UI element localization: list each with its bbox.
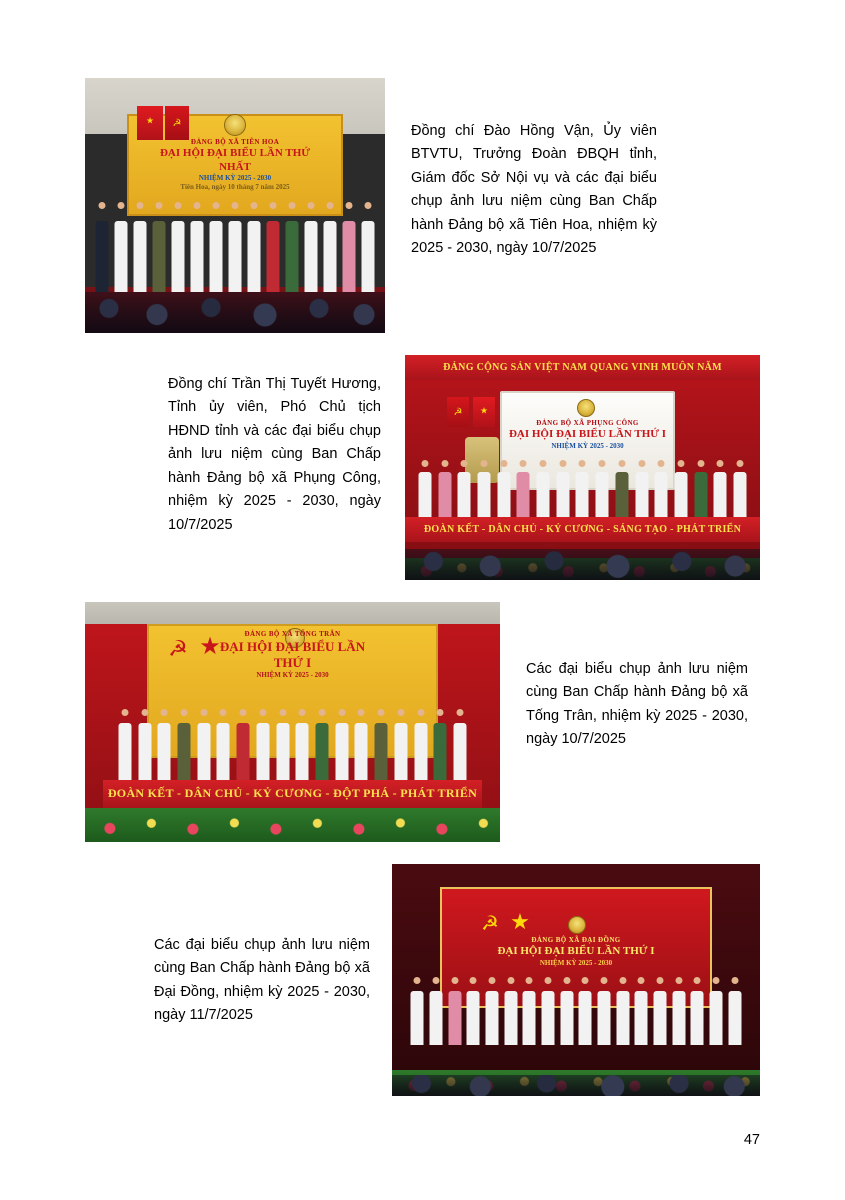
delegate: [445, 975, 464, 1045]
backdrop-line-3: NHIỆM KỲ 2025 - 2030: [256, 671, 329, 680]
audience: [392, 1075, 760, 1096]
delegate: [711, 459, 731, 522]
delegate: [135, 708, 155, 780]
delegate: [391, 708, 411, 780]
delegate: [494, 459, 514, 522]
party-emblem-icon: [224, 114, 246, 136]
delegate: [301, 200, 320, 292]
delegate: [263, 200, 282, 292]
hammer-sickle-icon: ☭: [481, 912, 499, 935]
delegate: [408, 975, 427, 1045]
backdrop-line-3: NHIỆM KỲ 2025 - 2030: [551, 441, 624, 450]
delegates-row: [85, 708, 500, 780]
delegate: [557, 975, 576, 1045]
backdrop-line-3: NHIỆM KỲ 2025 - 2030: [198, 174, 272, 183]
delegates-row: [392, 975, 760, 1045]
delegate: [320, 200, 339, 292]
bottom-banner: ĐOÀN KẾT - DÂN CHỦ - KỶ CƯƠNG - SÁNG TẠO - PHÁT TRIỂN: [405, 517, 760, 542]
delegate: [115, 708, 135, 780]
delegate: [292, 708, 312, 780]
backdrop-title: [205, 630, 380, 680]
delegate: [501, 975, 520, 1045]
delegate: [730, 459, 750, 522]
delegate: [533, 459, 553, 522]
caption-phung-cong: Đồng chí Trần Thị Tuyết Hương, Tỉnh ủy viên, Phó Chủ tịch HĐND tỉnh và các đại biểu chụp ảnh lưu niệm cùng Ban Chấp hành Đảng bộ xã Phụng Công, nhiệm kỳ 2025 - 2030, ngày 10/7/2025: [168, 376, 381, 533]
delegate: [514, 459, 534, 522]
delegate: [474, 459, 494, 522]
delegate: [707, 975, 726, 1045]
delegate: [371, 708, 391, 780]
backdrop-title: [472, 936, 680, 967]
party-flag-icon: ☭: [447, 397, 469, 427]
backdrop-line-3: NHIỆM KỲ 2025 - 2030: [539, 958, 613, 967]
vietnam-flag-icon: [473, 397, 495, 427]
delegate: [332, 708, 352, 780]
party-emblem-icon: [568, 916, 586, 934]
delegate: [131, 200, 150, 292]
photo-phung-cong: [405, 355, 760, 580]
delegate: [150, 200, 169, 292]
delegate: [169, 200, 188, 292]
delegate: [312, 708, 332, 780]
delegate: [613, 975, 632, 1045]
backdrop-line-1: ĐẢNG BỘ XÃ PHỤNG CÔNG: [536, 419, 639, 427]
flower-decor: [85, 808, 500, 842]
delegate: [339, 200, 358, 292]
delegate: [612, 459, 632, 522]
ceiling: [85, 602, 500, 624]
delegate: [226, 200, 245, 292]
delegates-row: [85, 200, 385, 292]
delegate: [174, 708, 194, 780]
delegate: [352, 708, 372, 780]
delegate: [651, 975, 670, 1045]
backdrop-line-2: ĐẠI HỘI ĐẠI BIỂU LẦN THỨ I: [508, 427, 667, 440]
delegate: [520, 975, 539, 1045]
delegate: [671, 459, 691, 522]
delegate: [154, 708, 174, 780]
caption-dai-dong: Các đại biểu chụp ảnh lưu niệm cùng Ban Chấp hành Đảng bộ xã Đại Đồng, nhiệm kỳ 2025 - 2030, ngày 11/7/2025: [154, 937, 370, 1024]
delegate: [411, 708, 431, 780]
delegate: [112, 200, 131, 292]
figure-tong-tran: [85, 602, 760, 842]
delegate: [483, 975, 502, 1045]
delegate: [553, 459, 573, 522]
delegate: [194, 708, 214, 780]
vietnam-flag-icon: [197, 632, 223, 666]
backdrop-title: [505, 419, 670, 450]
backdrop-line-1: ĐẢNG BỘ XÃ ĐẠI ĐỒNG: [531, 936, 621, 944]
delegate: [592, 459, 612, 522]
backdrop-line-2: ĐẠI HỘI ĐẠI BIỂU LẦN THỨ I: [219, 638, 366, 670]
delegate: [93, 200, 112, 292]
party-emblem-icon: [577, 399, 595, 417]
backdrop-line-2: ĐẠI HỘI ĐẠI BIỂU LẦN THỨ NHẤT: [159, 146, 311, 173]
delegate: [651, 459, 671, 522]
backdrop-title: [145, 138, 325, 192]
delegate: [273, 708, 293, 780]
audience: [85, 292, 385, 333]
page-number: 47: [743, 1132, 760, 1148]
hammer-sickle-icon: ☭: [168, 636, 188, 661]
delegate: [245, 200, 264, 292]
star-glyph: ★: [199, 633, 221, 661]
delegate: [207, 200, 226, 292]
delegate: [688, 975, 707, 1045]
caption-tong-tran: Các đại biểu chụp ảnh lưu niệm cùng Ban Chấp hành Đảng bộ xã Tống Trân, nhiệm kỳ 2025 - 2030, ngày 10/7/2025: [526, 661, 748, 748]
delegate: [427, 975, 446, 1045]
photo-tong-tran: [85, 602, 500, 842]
delegate: [454, 459, 474, 522]
star-glyph: ★: [510, 908, 530, 934]
delegate: [573, 459, 593, 522]
backdrop-line-2: ĐẠI HỘI ĐẠI BIỂU LẦN THỨ I: [497, 944, 655, 957]
delegate: [233, 708, 253, 780]
photo-tien-hoa: [85, 78, 385, 333]
delegate: [431, 708, 451, 780]
delegate: [595, 975, 614, 1045]
photo-dai-dong: [392, 864, 760, 1096]
vietnam-flag-icon: [137, 106, 163, 140]
delegate: [632, 459, 652, 522]
delegate: [358, 200, 377, 292]
audience: [405, 549, 760, 581]
delegate: [214, 708, 234, 780]
backdrop-line-1: ĐẢNG BỘ XÃ TỐNG TRÂN: [244, 630, 341, 638]
delegate: [669, 975, 688, 1045]
delegate: [415, 459, 435, 522]
delegate: [253, 708, 273, 780]
delegate: [691, 459, 711, 522]
delegate: [725, 975, 744, 1045]
delegate: [632, 975, 651, 1045]
delegates-row: [405, 459, 760, 522]
figure-dai-dong: [85, 864, 760, 1096]
figure-phung-cong: [85, 355, 760, 580]
delegate: [576, 975, 595, 1045]
bottom-banner: ĐOÀN KẾT - DÂN CHỦ - KỶ CƯƠNG - ĐỘT PHÁ - PHÁT TRIỂN: [103, 780, 482, 809]
backdrop-subline: Tiên Hoa, ngày 10 tháng 7 năm 2025: [180, 183, 290, 191]
star-glyph: ★: [145, 115, 155, 126]
vietnam-flag-icon: [508, 908, 532, 938]
top-banner: ĐẢNG CỘNG SẢN VIỆT NAM QUANG VINH MUÔN NĂM: [405, 355, 760, 380]
delegate: [464, 975, 483, 1045]
delegate: [435, 459, 455, 522]
delegate: [188, 200, 207, 292]
delegate: [539, 975, 558, 1045]
star-glyph: ★: [479, 405, 489, 415]
party-flag-icon: ☭: [165, 106, 189, 140]
delegate: [282, 200, 301, 292]
backdrop-line-1: ĐẢNG BỘ XÃ TIÊN HOA: [190, 138, 280, 146]
delegate: [450, 708, 470, 780]
figure-tien-hoa: [85, 78, 760, 333]
caption-tien-hoa: Đồng chí Đào Hồng Vận, Ủy viên BTVTU, Trưởng Đoàn ĐBQH tỉnh, Giám đốc Sở Nội vụ và các đại biểu chụp ảnh lưu niệm cùng Ban Chấp hành Đảng bộ xã Tiên Hoa, nhiệm kỳ 2025 - 2030, ngày 10/7/2025: [411, 123, 657, 257]
